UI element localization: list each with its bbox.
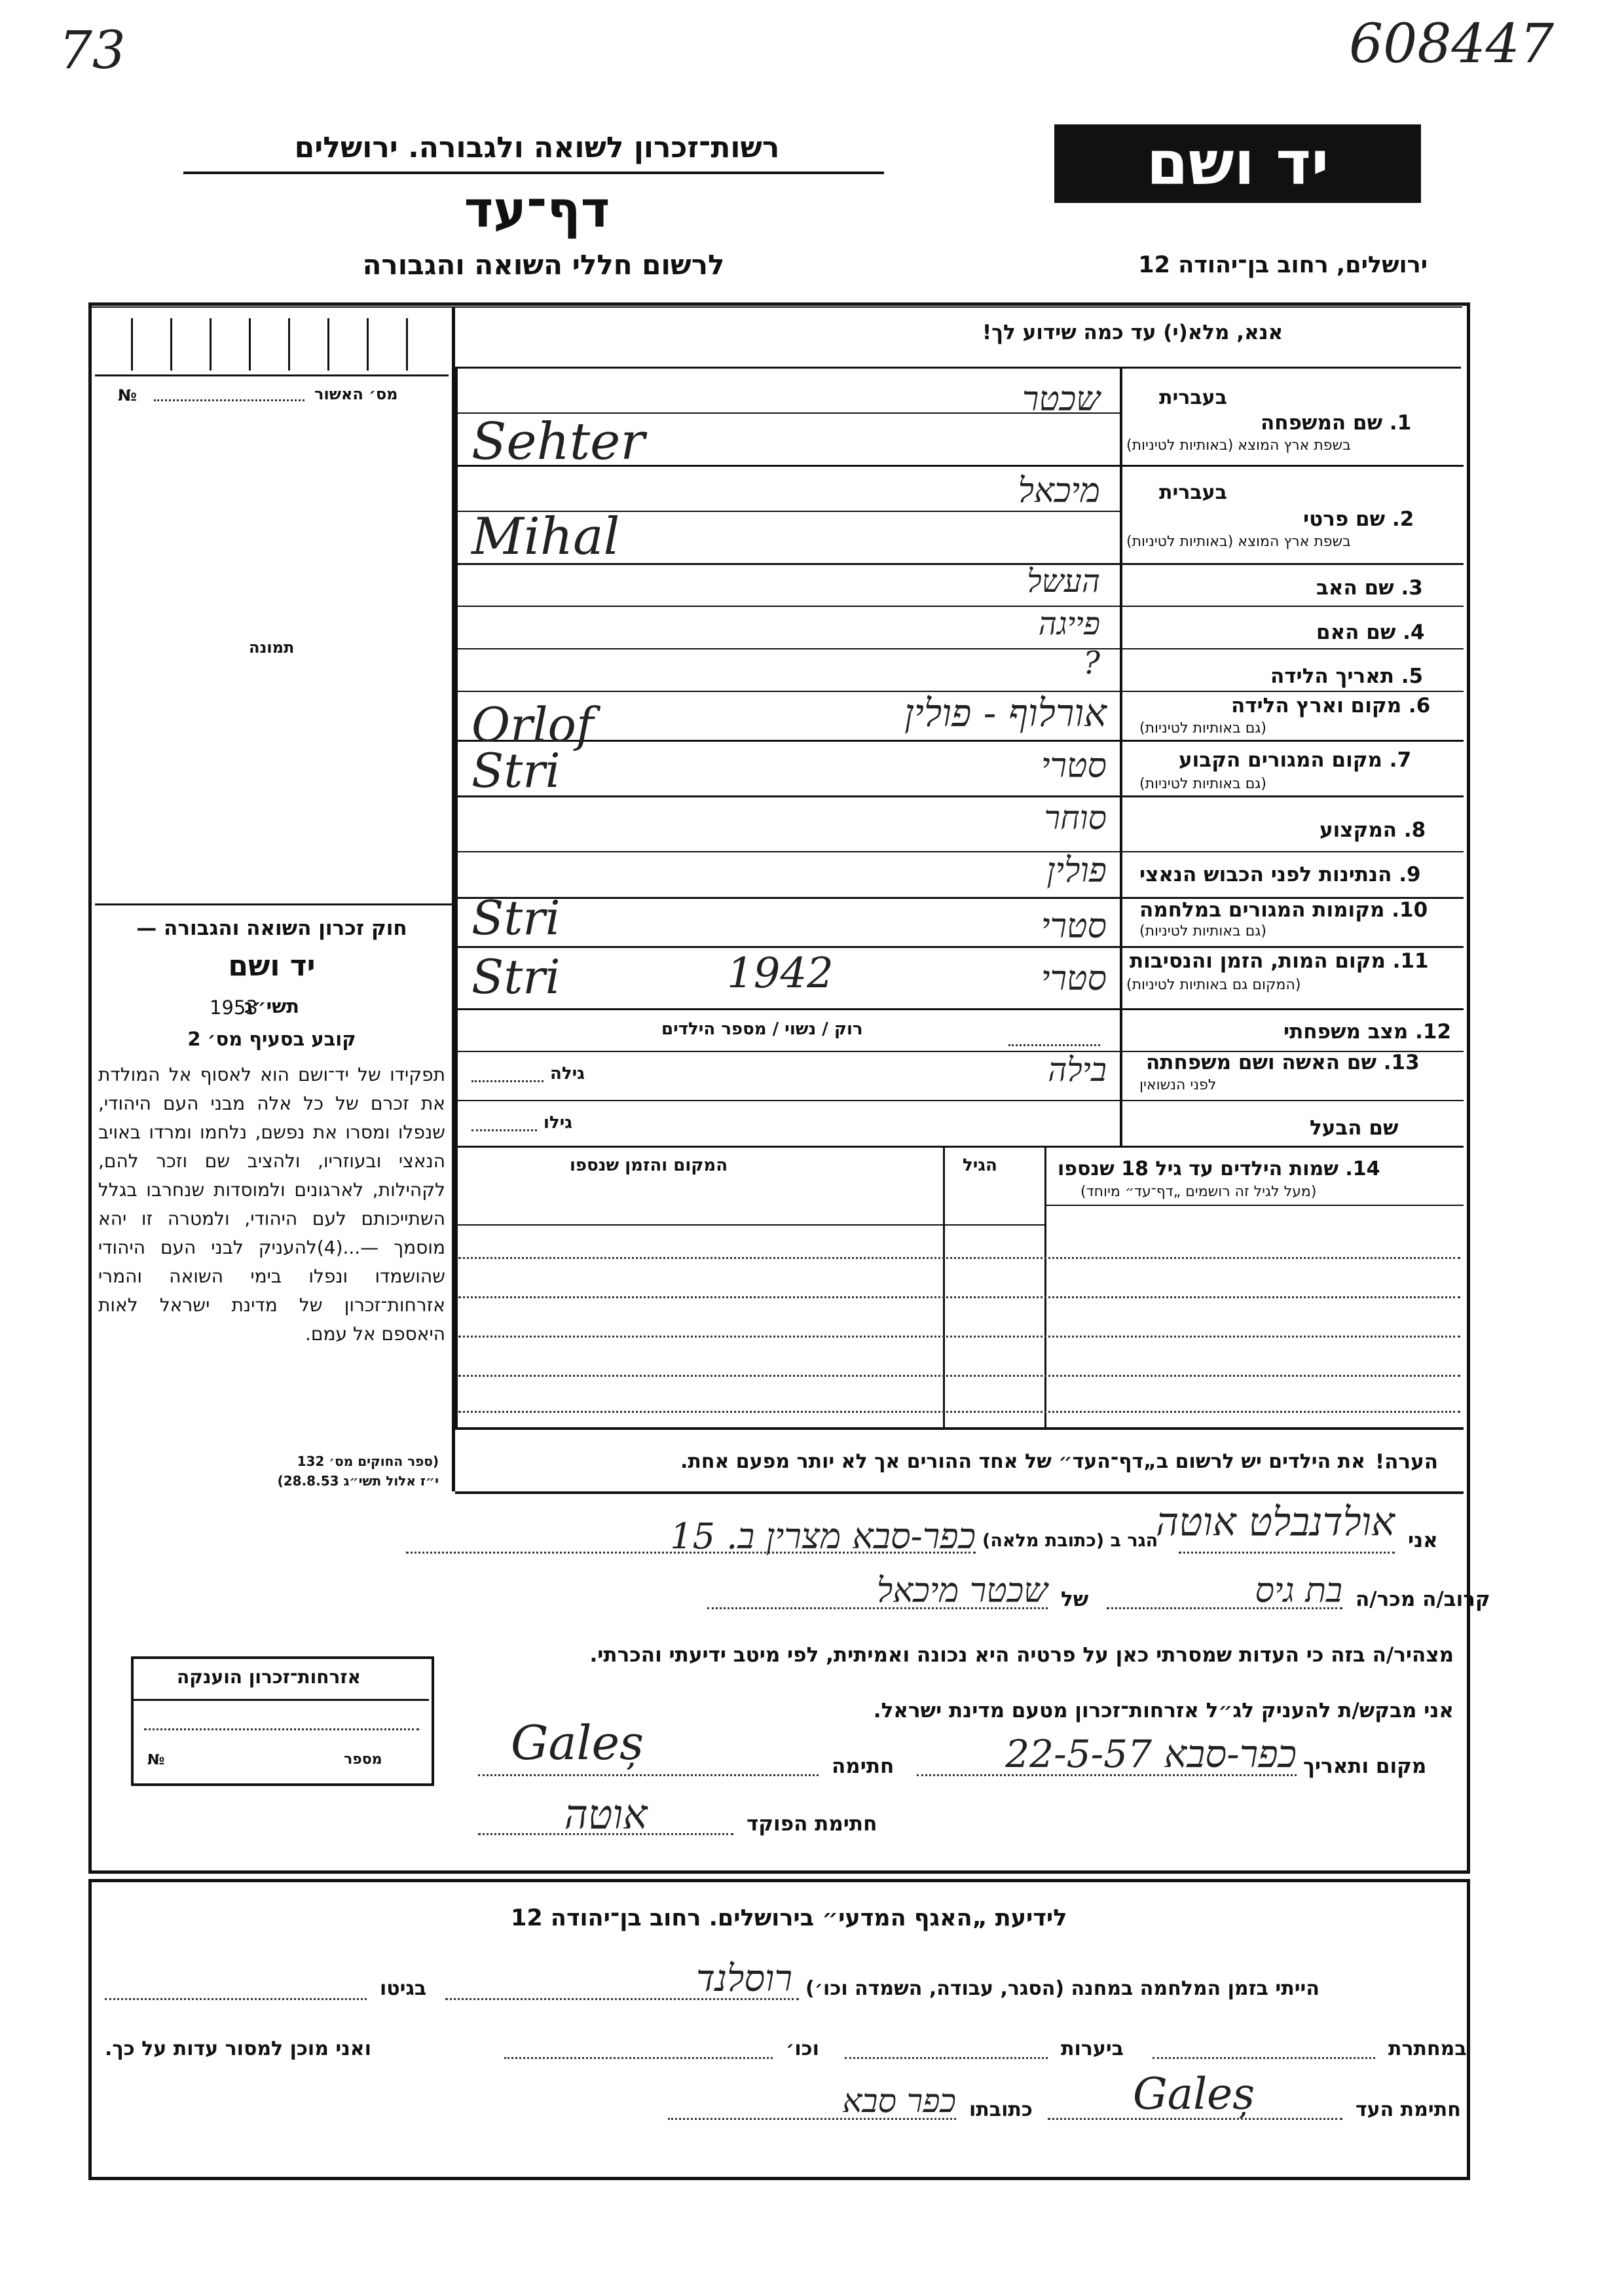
declarant-i-label: אני: [1408, 1529, 1438, 1552]
mother-name-value[interactable]: פייגה: [1038, 606, 1100, 642]
field-10-lat-value[interactable]: Stri: [471, 890, 561, 945]
declaration-text: מצהיר/ה בזה כי העדות שמסרתי כאן על פרטיה היא נכונה ואמיתית, לפי מיטב ידיעתי והכרתי.: [589, 1643, 1454, 1667]
field-7-lat-value[interactable]: Stri: [471, 743, 561, 798]
children-place-header: המקום והזמן שנספו: [570, 1156, 728, 1175]
ghetto-label: בגיטו: [380, 1977, 427, 2000]
request-text: אני מבקש/ת להעניק לג״ל אזרחות־זכרון מטעם מדינת ישראל.: [873, 1699, 1454, 1722]
field-6-sub: (גם באותיות לטיניות): [1139, 720, 1266, 737]
field-9-label: 9. הנתינות לפני הכבוש הנאצי: [1139, 863, 1421, 886]
nationality-value[interactable]: פולין: [1046, 851, 1107, 890]
declarant-address[interactable]: כפר-סבא מצרין ב. 15: [670, 1516, 976, 1557]
occupation-value[interactable]: סוחר: [1044, 799, 1107, 837]
document-number: 608447: [1349, 13, 1555, 75]
field-12-label: 12. מצב משפחתי: [1283, 1020, 1452, 1044]
instruction: אנא, מלא(י) עד כמה שידוע לך!: [982, 321, 1283, 344]
yad-vashem-logo: יד ושם: [1054, 124, 1421, 203]
witness-address-label: כתובתו: [969, 2098, 1033, 2121]
archive-number: 73: [59, 20, 126, 81]
form-subtitle: לרשום חללי השואה והגבורה: [362, 249, 725, 281]
citizenship-no: №: [147, 1752, 165, 1768]
field-2-lat-value[interactable]: Mihal: [471, 507, 620, 566]
code-boxes: [95, 316, 449, 376]
field-13-sub: לפני הנשואין: [1139, 1077, 1217, 1093]
declarant-signature[interactable]: Galeș: [511, 1715, 644, 1770]
camp-label: הייתי בזמן המלחמה במחנה (הסגר, עבודה, השמדה וכו׳): [805, 1977, 1320, 2000]
camp-value[interactable]: רוסלנד: [696, 1958, 792, 2000]
husband-label: שם הבעל: [1310, 1116, 1399, 1140]
field-2-label: 2. שם פרטי: [1303, 507, 1414, 531]
note-label: הערה!: [1375, 1450, 1439, 1474]
of-name-value[interactable]: שכטר מיכאל: [876, 1571, 1048, 1611]
law-year-heb: תשי״ג: [244, 995, 299, 1017]
field-2-heb-value[interactable]: מיכאל: [1018, 471, 1100, 511]
bottom-title: לידיעת „האגף המדעי״ בירושלים. רחוב בן־יהודה 12: [511, 1905, 1067, 1931]
field-8-label: 8. המקצוע: [1320, 818, 1426, 842]
citizenship-title: אזרחות־זכרון הוענקה: [177, 1666, 361, 1688]
birth-date-value[interactable]: ?: [1083, 645, 1100, 682]
ready-label: ואני מוכן למסור עדות על כך.: [105, 2037, 371, 2060]
field-2-sub: בשפת ארץ המוצא (באותיות לטיניות): [1126, 534, 1351, 550]
field-6-label: 6. מקום וארץ הלידה: [1231, 694, 1431, 718]
official-sig-label: חתימת הפוקד: [747, 1812, 877, 1836]
citizenship-number-label: מספר: [344, 1751, 382, 1768]
field-7-sub: (גם באותיות לטיניות): [1139, 776, 1266, 792]
relative-label: קרוב/ה מכר/ה: [1356, 1588, 1490, 1611]
place-date-value[interactable]: כפר-סבא 22-5-57: [1005, 1732, 1297, 1776]
field-10-label: 10. מקומות המגורים במלחמה: [1139, 898, 1428, 922]
field-14-sub: (מעל לגיל זה רושמים „דף־עד״ מיוחד): [1080, 1184, 1317, 1200]
field-3-label: 3. שם האב: [1316, 576, 1423, 600]
note-text: את הילדים יש לרשום ב„דף־העד״ של אחד ההורים אך לא יותר מפעם אחת.: [680, 1450, 1365, 1473]
forests-label: ביערות: [1061, 2037, 1124, 2060]
witness-address[interactable]: כפר סבא: [842, 2082, 956, 2120]
field-11-label: 11. מקום המות, הזמן והנסיבות: [1130, 949, 1429, 973]
field-13-label: 13. שם האשה ושם משפחתה: [1146, 1051, 1420, 1074]
in-hebrew-1: בעברית: [1159, 386, 1227, 409]
law-ref-date: י״ז אלול תשי״ג 28.8.53): [277, 1473, 439, 1489]
resides-label: הגר ב (כתובת מלאה): [982, 1531, 1158, 1551]
authority-title: רשות־זכרון לשואה ולגבורה. ירושלים: [294, 131, 780, 164]
address-header: ירושלים, רחוב בן־יהודה 12: [1138, 252, 1428, 278]
etc-label: וכו׳: [786, 2037, 819, 2060]
field-7-heb-value[interactable]: סטרי: [1041, 746, 1107, 786]
field-4-label: 4. שם האם: [1316, 621, 1425, 644]
children-age-header: הגיל: [963, 1156, 997, 1175]
declarant-name[interactable]: אולדנבלט אוטה: [1156, 1499, 1395, 1545]
field-10-sub: (גם באותיות לטיניות): [1139, 923, 1266, 939]
form-title: דף־עד: [464, 180, 610, 238]
underground-label: במחתרת: [1388, 2037, 1467, 2060]
law-section: קובע בסעיף מס׳ 2: [187, 1028, 356, 1050]
field-11-sub: (המקום גם באותיות לטיניות): [1126, 977, 1301, 993]
relation-value[interactable]: בת גיס: [1255, 1571, 1342, 1611]
field-1-label: 1. שם המשפחה: [1261, 411, 1412, 435]
field-1-heb-value[interactable]: שכטר: [1022, 380, 1100, 419]
wife-name-value[interactable]: בילה: [1048, 1051, 1107, 1089]
official-signature[interactable]: אוטה: [564, 1791, 648, 1838]
law-ref: (ספר החוקים מס׳ 132: [297, 1453, 439, 1469]
husband-age-label: גילו: [544, 1113, 572, 1133]
field-14-label: 14. שמות הילדים עד גיל 18 שנספו: [1058, 1157, 1380, 1180]
in-hebrew-2: בעברית: [1159, 481, 1227, 504]
signature-label: חתימה: [832, 1755, 895, 1778]
field-11-heb-value[interactable]: סטרי: [1041, 959, 1107, 998]
place-date-label: מקום ותאריך: [1303, 1755, 1427, 1778]
law-name: יד ושם: [228, 949, 316, 983]
approval-label: מס׳ האשור: [314, 385, 398, 403]
death-year-value[interactable]: 1942: [727, 949, 834, 998]
witness-sig-label: חתימת העד: [1356, 2098, 1461, 2121]
photo-label: תמונה: [249, 638, 295, 657]
father-name-value[interactable]: העשל: [1027, 563, 1100, 600]
field-1-sub: בשפת ארץ המוצא (באותיות לטיניות): [1126, 437, 1351, 454]
approval-no: №: [118, 386, 137, 405]
of-label: של: [1061, 1588, 1089, 1611]
field-7-label: 7. מקום המגורים הקבוע: [1179, 748, 1412, 772]
field-10-heb-value[interactable]: סטרי: [1041, 907, 1107, 946]
field-6-lat-value[interactable]: Orlof: [471, 697, 594, 752]
field-6-heb-value[interactable]: אורלוף - פולין: [904, 691, 1107, 735]
field-5-label: 5. תאריך הלידה: [1270, 665, 1424, 688]
law-text: תפקידו של יד־ושם הוא לאסוף אל המולדת את זכרם של כל אלה מבני העם היהודי, שנפלו ומסרו את נפשם, נלחמו ומרדו באויב הנאצי ובעוזריו, ולהציב שם וזכר להם, לקהילות, לארגונים ולמוסדות שנחרבו בגלל השתייכותם לעם היהודי, ולמטרה זו יהא מוסמך —...(4)להעניק לבני העם היהודי שהושמדו ונפלו בימי השואה והמרי אזרחות־זכרון של מדינת ישראל לאות היאספם אל עמם.: [98, 1064, 445, 1345]
witness-signature[interactable]: Galeș: [1133, 2069, 1255, 2119]
marital-options: רוק / נשוי / מספר הילדים: [661, 1019, 863, 1039]
law-title: חוק זכרון השואה והגבורה —: [136, 917, 407, 940]
wife-age-label: גילה: [550, 1064, 585, 1084]
field-1-lat-value[interactable]: Sehter: [471, 412, 645, 471]
field-11-lat-value[interactable]: Stri: [471, 949, 561, 1004]
law-year: 1953: [210, 996, 258, 1019]
